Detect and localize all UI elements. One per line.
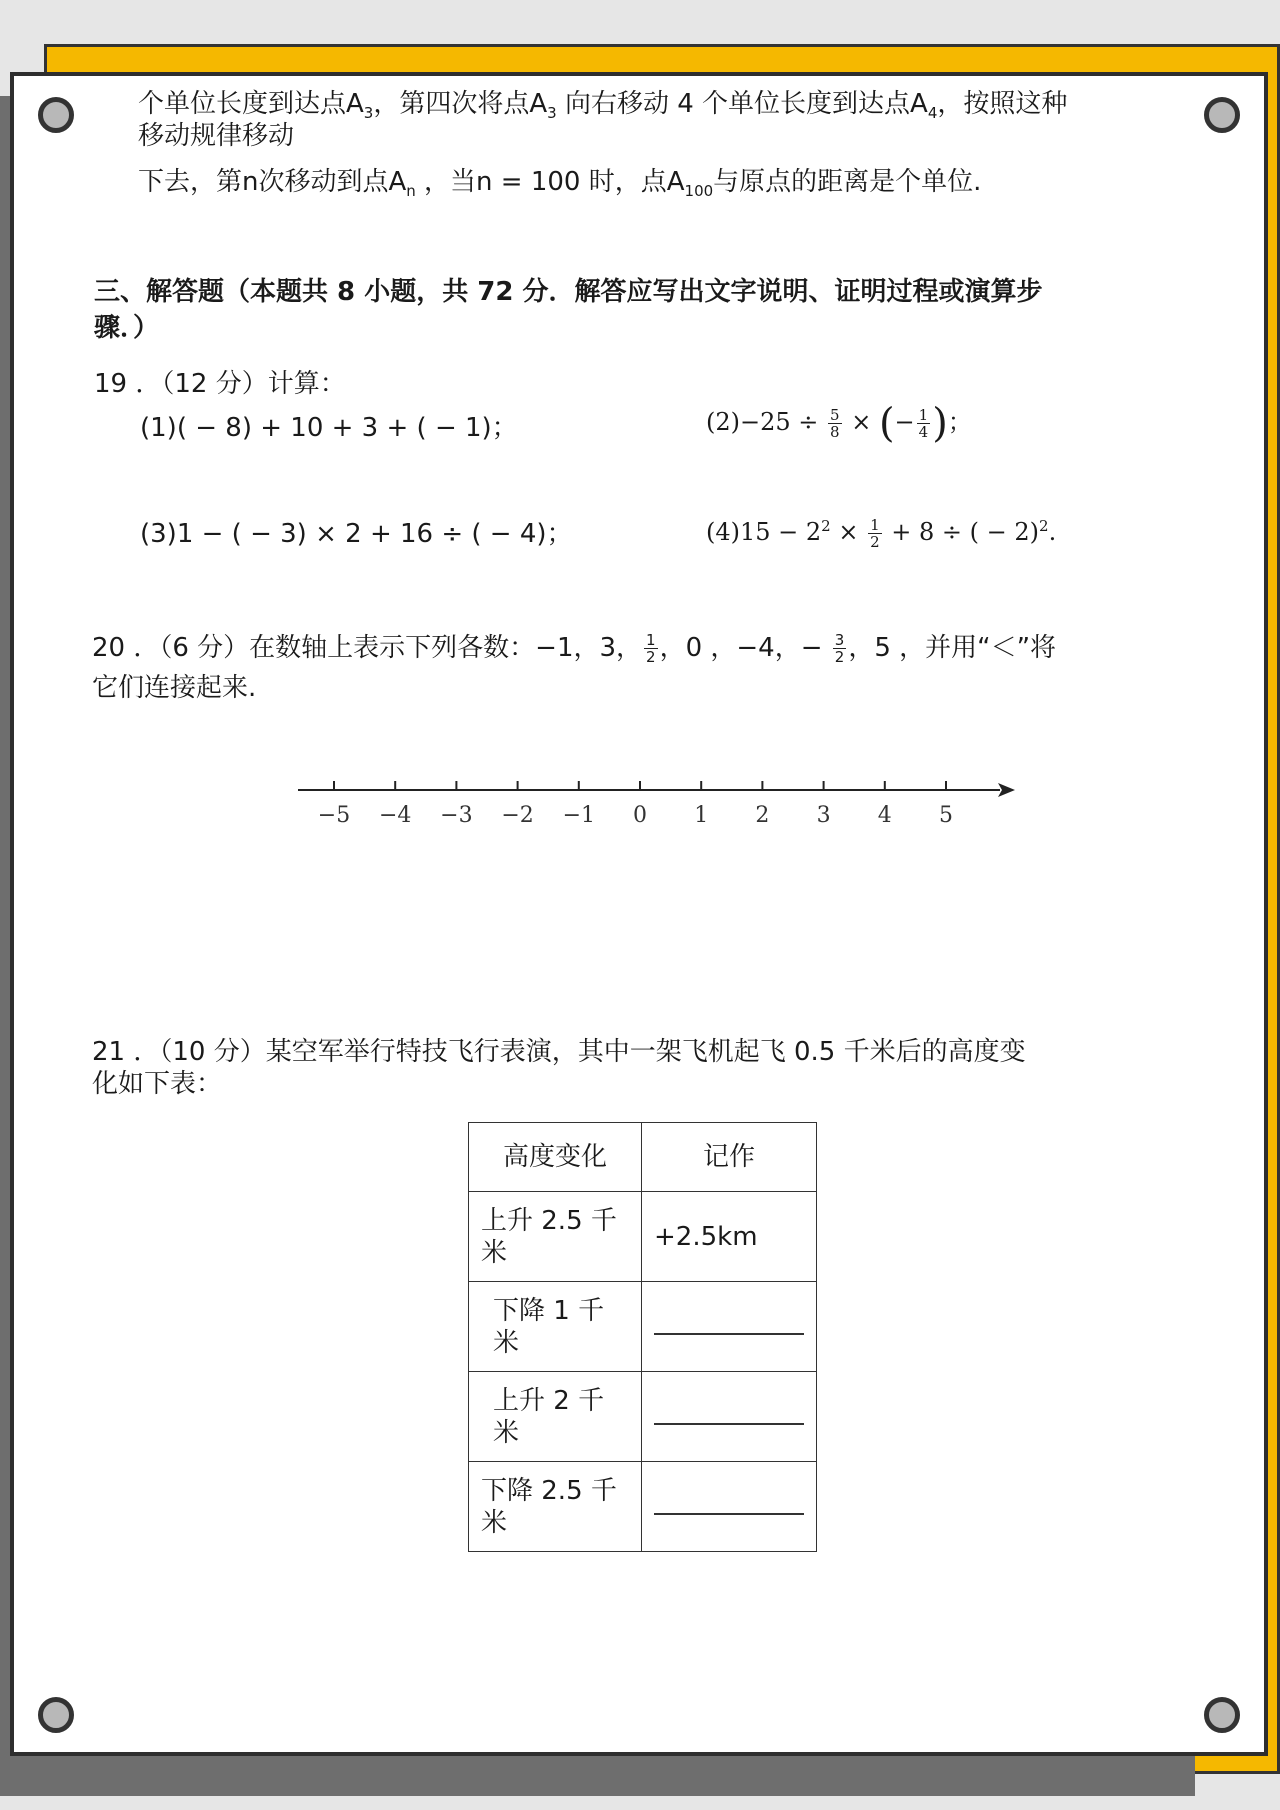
q20-line2: 它们连接起来.	[92, 673, 257, 703]
axis-tick-label: 5	[939, 803, 953, 828]
axis-tick-label: −3	[440, 803, 473, 828]
q19-part1: (1)( − 8) + 10 + 3 + ( − 1)；	[140, 413, 518, 443]
binder-hole-icon	[38, 1697, 74, 1733]
axis-tick-label: 4	[877, 803, 892, 828]
table-header-cell: 高度变化	[469, 1123, 642, 1192]
axis-tick-label: −4	[378, 803, 412, 828]
axis-tick-label: 3	[816, 803, 831, 828]
q21-line2: 化如下表：	[92, 1069, 223, 1099]
q19-part4: $(4)15 - 2^2$ × $\frac{1}{2}$ + 8 ÷ ( − 2)$^2$.	[706, 516, 1057, 551]
fraction: $\frac{1}{4}$	[918, 406, 929, 441]
prev-question-line1: 个单位长度到达点$A_3$，第四次将点$A_3$ 向右移动 4 个单位长度到达点$A_4$，按照这种	[138, 89, 1068, 123]
fraction: $\frac{1}{2}$	[646, 631, 656, 666]
table-row	[469, 1462, 817, 1552]
axis-tick-label: −2	[501, 803, 534, 828]
table-header-cell: 记作	[642, 1123, 817, 1192]
binder-hole-icon	[1204, 1697, 1240, 1733]
prev-question-line2: 移动规律移动	[138, 121, 295, 151]
change-cell: 上升 2 千米	[493, 1385, 605, 1448]
table-row	[469, 1192, 817, 1282]
axis-tick-label: 1	[694, 803, 709, 828]
change-cell: 下降 2.5 千米	[481, 1475, 617, 1538]
change-cell: 下降 1 千米	[493, 1295, 605, 1358]
number-line	[290, 770, 1030, 840]
axis-tick-label: 2	[755, 803, 770, 828]
table-header-row	[469, 1123, 817, 1192]
table-row	[469, 1282, 817, 1372]
answer-blank[interactable]	[642, 1395, 816, 1439]
binder-hole-icon	[38, 97, 74, 133]
axis-tick-label: −1	[562, 803, 596, 828]
record-cell: +2.5km	[654, 1221, 758, 1252]
q19-title: 19 ．（12 分）计算：	[94, 369, 346, 399]
change-cell: 上升 2.5 千米	[481, 1205, 617, 1268]
binder-hole-icon	[1204, 97, 1240, 133]
prev-question-line3: 下去，第n次移动到点$A_n$ ，当n = 100 时，点$A_{100}$与原点的距离是个单位.	[138, 167, 982, 201]
table-row	[469, 1372, 817, 1462]
fraction: $\frac{3}{2}$	[834, 631, 845, 666]
q19-part2: (2)−25 ÷ $\frac{5}{8}$ × (− $\frac{1}{4}$ )；	[706, 400, 972, 447]
altitude-table	[468, 1122, 817, 1552]
q21-line1: 21 ．（10 分）某空军举行特技飞行表演，其中一架飞机起飞 0.5 千米后的高度变	[92, 1037, 1026, 1067]
section-heading-cont: 骤．）	[94, 313, 160, 343]
arrow-right-icon	[998, 783, 1015, 797]
q19-part3: (3)1 − ( − 3) × 2 + 16 ÷ ( − 4)；	[140, 519, 573, 549]
fraction: $\frac{5}{8}$	[830, 406, 840, 441]
axis-tick-label: 0	[633, 803, 647, 828]
q20-line1: 20 ．（6 分）在数轴上表示下列各数：−1，3， $\frac{1}{2}$ ，0 ，−4，− $\frac{3}{2}$ ，5 ，并用“＜”将	[92, 631, 1057, 666]
answer-blank[interactable]	[642, 1305, 816, 1349]
axis-tick-label: −5	[317, 803, 351, 828]
section-heading: 三、解答题（本题共 8 小题，共 72 分．解答应写出文字说明、证明过程或演算步	[94, 277, 1043, 307]
fraction: $\frac{1}{2}$	[870, 516, 880, 551]
answer-blank[interactable]	[642, 1485, 816, 1529]
